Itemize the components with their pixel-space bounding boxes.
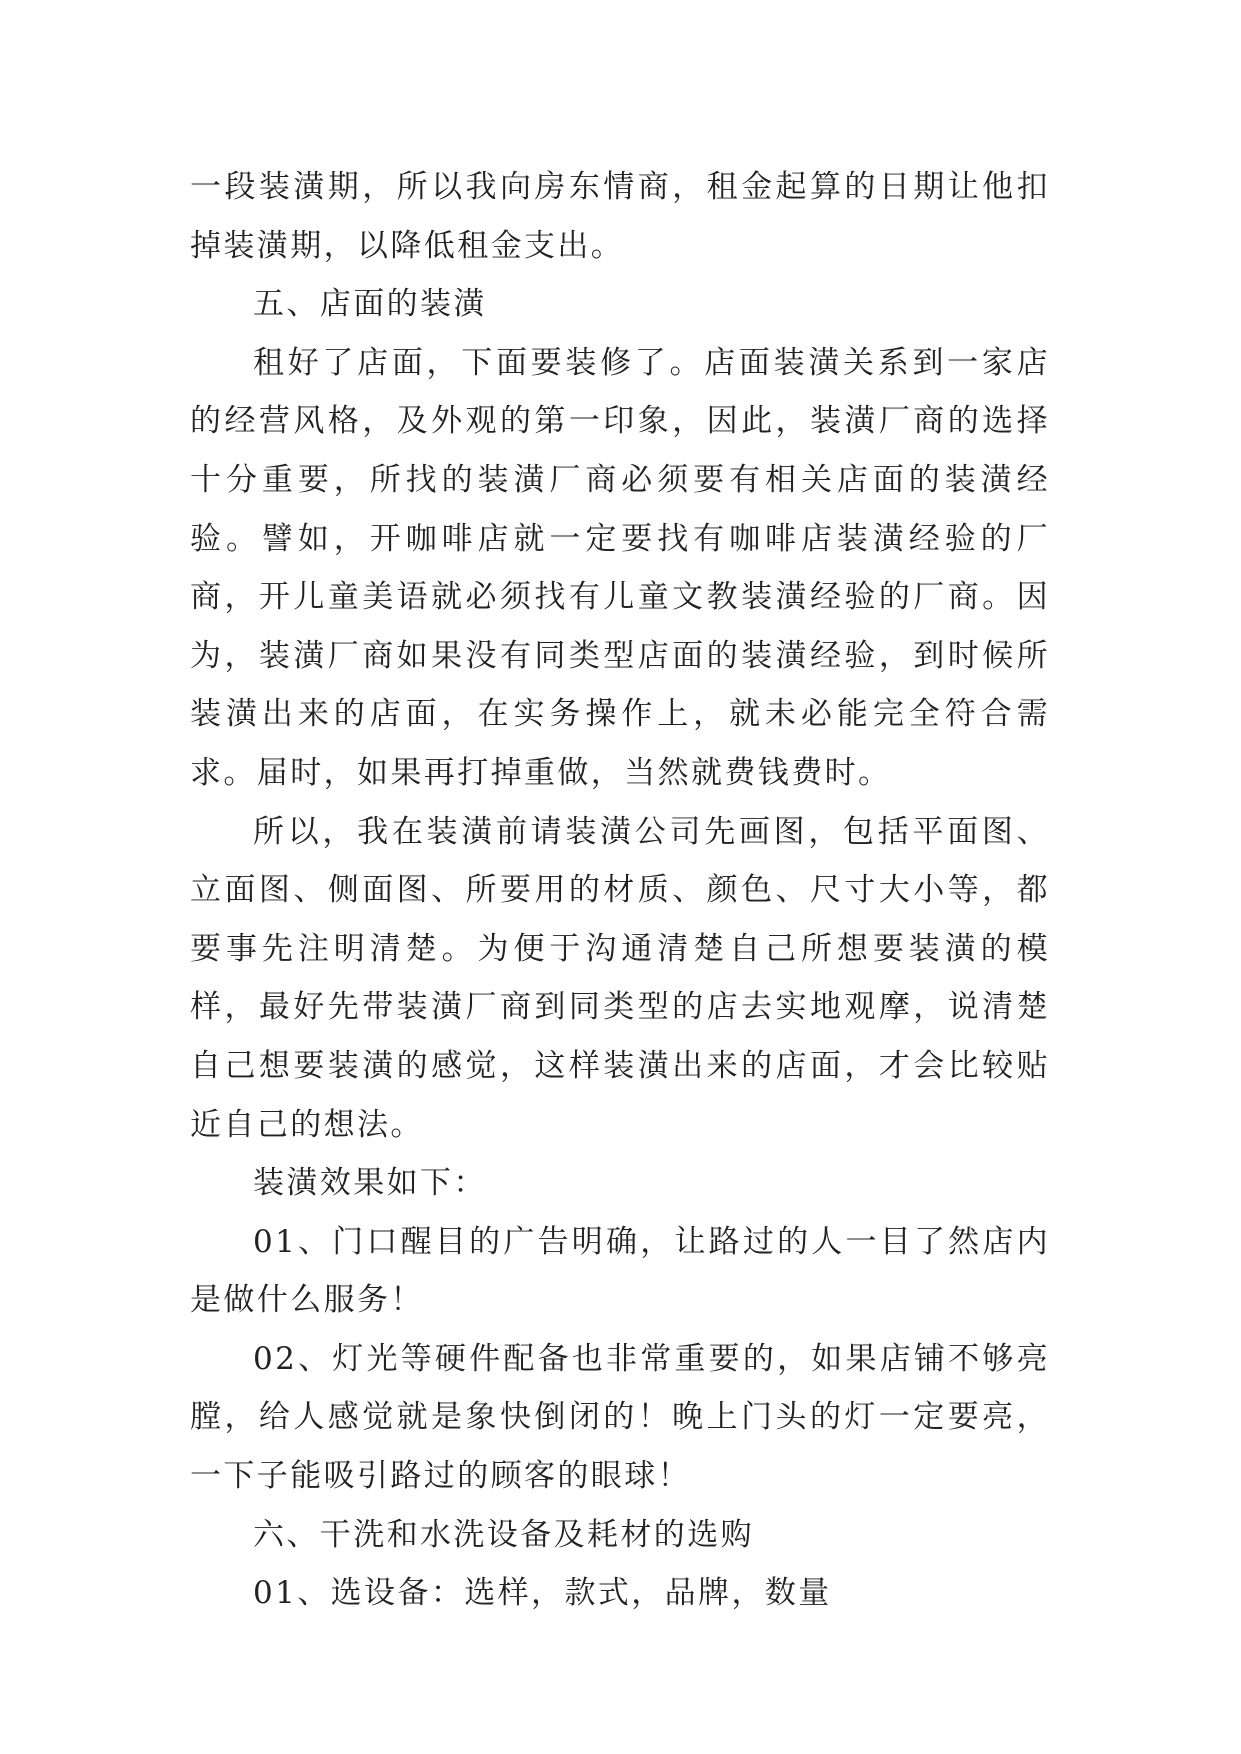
section-heading-equipment-purchase: 六、干洗和水洗设备及耗材的选购 [253, 1516, 754, 1553]
paragraph-decoration-effects-intro: 装潢效果如下： [253, 1165, 487, 1202]
paragraph-design-drawings: 所以，我在装潢前请装潢公司先画图，包括平面图、立面图、侧面图、所要用的材质、颜色、尺寸大小等，都要事先注明清楚。为便于沟通清楚自己所想要装潢的模样，最好先带装潢厂商到同类型的店去实地观摩，说清楚自己想要装潢的感觉，这样装潢出来的店面，才会比较贴近自己的想法。 [190, 813, 1050, 1143]
paragraph-lease-continuation: 一段装潢期，所以我向房东情商，租金起算的日期让他扣掉装潢期，以降低租金支出。 [190, 169, 1050, 264]
list-item-lighting: 02、灯光等硬件配备也非常重要的，如果店铺不够亮膛，给人感觉就是象快倒闭的！晚上门头的灯一定要亮，一下子能吸引路过的顾客的眼球！ [190, 1340, 1050, 1495]
document-body [190, 158, 1050, 1623]
list-item-signage: 01、门口醒目的广告明确，让路过的人一目了然店内是做什么服务！ [190, 1223, 1050, 1319]
section-heading-storefront-decoration: 五、店面的装潢 [253, 286, 487, 323]
list-item-select-equipment: 01、选设备：选样，款式，品牌，数量 [253, 1575, 832, 1612]
paragraph-choosing-contractor: 租好了店面，下面要装修了。店面装潢关系到一家店的经营风格，及外观的第一印象，因此，装潢厂商的选择十分重要，所找的装潢厂商必须要有相关店面的装潢经验。譬如，开咖啡店就一定要找有咖啡店装潢经验的厂商，开儿童美语就必须找有儿童文教装潢经验的厂商。因为，装潢厂商如果没有同类型店面的装潢经验，到时候所装潢出来的店面，在实务操作上，就未必能完全符合需求。届时，如果再打掉重做，当然就费钱费时。 [190, 344, 1050, 791]
